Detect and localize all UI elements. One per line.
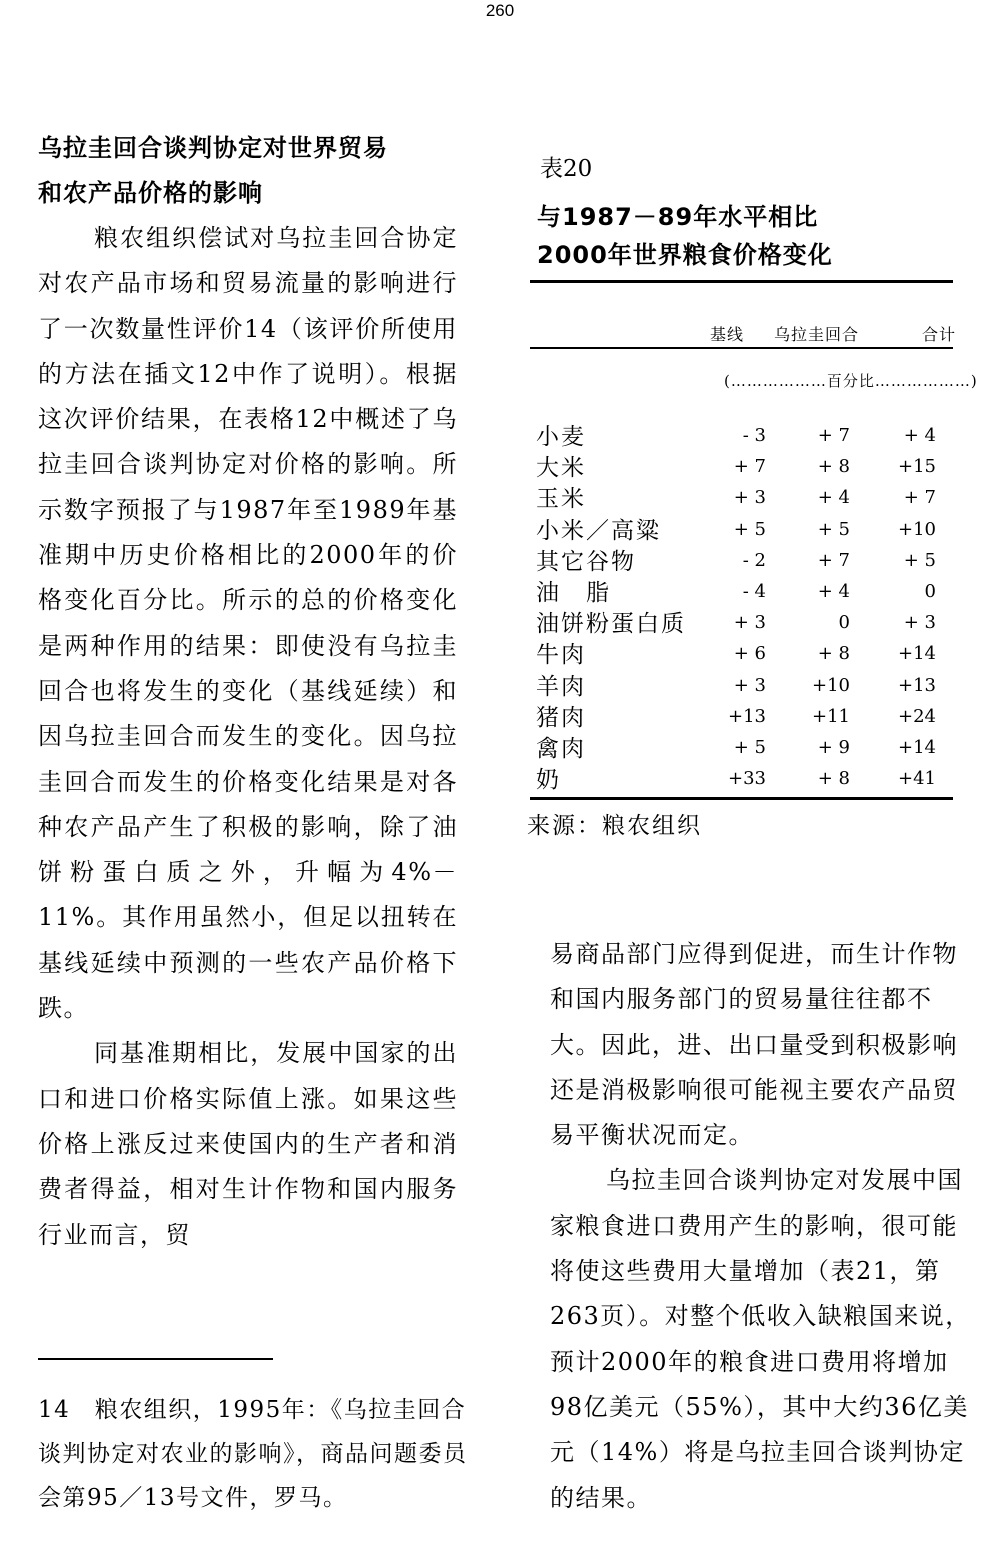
left-column	[38, 126, 458, 1258]
total-value: + 7	[903, 487, 936, 509]
table-row	[536, 545, 956, 576]
table-title-line-2: 2000年世界粮食价格变化	[537, 241, 833, 269]
row-name: 玉米	[536, 486, 586, 513]
table-source: 来源：粮农组织	[527, 813, 702, 839]
baseline-value: + 3	[733, 674, 766, 696]
total-value: +10	[898, 518, 936, 540]
table-bottom-rule	[530, 797, 953, 800]
table-row	[536, 607, 956, 638]
row-name: 小麦	[536, 424, 586, 450]
column-header-baseline: 基线	[710, 325, 745, 344]
header-rule	[530, 347, 953, 349]
footnote: 14 粮农组织，1995年：《乌拉圭回合谈判协定对农业的影响》，商品问题委员会第95／13号文件，罗马。	[38, 1397, 468, 1511]
right-body	[550, 932, 980, 1521]
uruguay-round-value: + 4	[817, 487, 850, 509]
total-value: + 4	[903, 425, 936, 446]
baseline-value: - 3	[742, 425, 766, 446]
row-name: 奶	[536, 767, 561, 794]
section-heading	[38, 126, 458, 216]
uruguay-round-value: +10	[812, 674, 850, 696]
baseline-value: + 3	[733, 487, 766, 509]
unit-label: (………………百分比………………)	[724, 372, 978, 390]
uruguay-round-value: + 8	[817, 768, 850, 790]
body-paragraph: 粮农组织偿试对乌拉圭回合协定对农产品市场和贸易流量的影响进行了一次数量性评价14（该评价所使用的方法在插文12中作了说明）。根据这次评价结果，在表格12中概述了乌拉圭回合谈判协定对价格的影响。所示数字预报了与1987年至1989年基准期中历史价格相比的2000年的价格变化百分比。所示的总的价格变化是两种作用的结果：即使没有乌拉圭回合也将发生的变化（基线延续）和因乌拉圭回合而发生的变化。因乌拉圭回合而发生的价格变化结果是对各种农产品产生了积极的影响，除了油饼粉蛋白质之外，升幅为4%－11%。其作用虽然小，但足以扭转在基线延续中预测的一些农产品价格下跌。	[38, 224, 458, 1023]
uruguay-round-value: +11	[812, 705, 850, 727]
total-value: +41	[898, 768, 936, 790]
table-row	[536, 670, 956, 701]
table-row	[536, 482, 956, 513]
total-value: +14	[898, 737, 936, 758]
row-name: 大米	[536, 455, 586, 482]
body-paragraph: 乌拉圭回合谈判协定对发展中国家粮食进口费用产生的影响，很可能将使这些费用大量增加（表21，第263页）。对整个低收入缺粮国来说，预计2000年的粮食进口费用将增加98亿美元（55%），其中大约36亿美元（14%）将是乌拉圭回合谈判协定的结果。	[550, 1166, 971, 1512]
row-name: 小米／高粱	[536, 517, 661, 544]
row-name: 其它谷物	[536, 548, 636, 575]
right-column	[550, 932, 980, 1521]
table-row	[536, 701, 956, 732]
table-title	[537, 198, 833, 274]
uruguay-round-value: + 5	[817, 518, 850, 540]
table-row	[536, 576, 956, 607]
uruguay-round-value: + 9	[817, 737, 850, 758]
row-name: 牛肉	[536, 642, 586, 669]
table-row	[536, 451, 956, 482]
left-body	[38, 216, 458, 1258]
baseline-value: + 7	[733, 456, 766, 478]
baseline-value: + 5	[733, 518, 766, 540]
row-name: 油饼粉蛋白质	[536, 611, 686, 638]
table-row	[536, 732, 956, 763]
uruguay-round-value: + 4	[817, 581, 850, 602]
baseline-value: +13	[728, 705, 766, 727]
total-value: +15	[898, 456, 936, 478]
uruguay-round-value: + 7	[817, 549, 850, 571]
total-value: 0	[924, 581, 936, 602]
total-value: +24	[898, 705, 936, 727]
section-heading-line-1: 乌拉圭回合谈判协定对世界贸易	[38, 134, 388, 162]
total-value: +13	[898, 674, 936, 696]
table-row	[536, 638, 956, 669]
baseline-value: + 5	[733, 737, 766, 758]
row-name: 猪肉	[536, 704, 586, 731]
table-title-line-1: 与1987－89年水平相比	[537, 203, 819, 231]
total-value: + 5	[903, 549, 936, 571]
uruguay-round-value: + 7	[817, 425, 850, 446]
row-name: 羊肉	[536, 673, 586, 700]
body-paragraph: 同基准期相比，发展中国家的出口和进口价格实际值上涨。如果这些价格上涨反过来使国内的生产者和消费者得益，相对生计作物和国内服务行业而言，贸	[38, 1039, 458, 1249]
column-header-total: 合计	[922, 325, 957, 344]
column-header-uruguay-round: 乌拉圭回合	[774, 325, 860, 344]
total-value: + 3	[903, 612, 936, 634]
table-label: 表20	[540, 156, 593, 182]
table-row	[536, 420, 956, 451]
baseline-value: + 3	[733, 612, 766, 634]
uruguay-round-value: + 8	[817, 456, 850, 478]
baseline-value: + 6	[733, 643, 766, 665]
baseline-value: +33	[728, 768, 766, 790]
section-heading-line-2: 和农产品价格的影响	[38, 179, 263, 207]
row-name: 禽肉	[536, 736, 586, 762]
page-number: 260	[485, 1, 515, 20]
footnote-separator	[38, 1358, 273, 1360]
table-row	[536, 763, 956, 794]
total-value: +14	[898, 643, 936, 665]
row-name: 油 脂	[536, 580, 611, 606]
baseline-value: - 2	[742, 549, 766, 571]
baseline-value: - 4	[742, 581, 766, 602]
body-paragraph: 易商品部门应得到促进，而生计作物和国内服务部门的贸易量往往都不大。因此，进、出口量受到积极影响还是消极影响很可能视主要农产品贸易平衡状况而定。	[550, 940, 958, 1150]
table-row	[536, 514, 956, 545]
uruguay-round-value: + 8	[817, 643, 850, 665]
uruguay-round-value: 0	[838, 612, 850, 634]
table-top-rule	[530, 280, 953, 283]
